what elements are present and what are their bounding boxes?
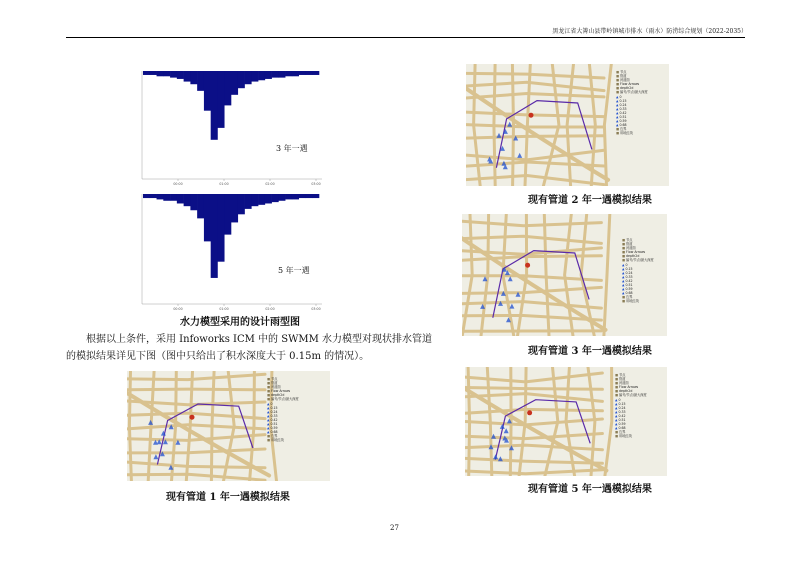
rain-bar-5yr-4 [170, 194, 177, 201]
legend-item [616, 131, 648, 135]
rain-bar-5yr-23 [299, 194, 306, 198]
rain-bar-5yr-8 [197, 194, 204, 218]
legend-label: 0.24 [625, 270, 633, 275]
legend-label: 用地红线 [626, 299, 639, 304]
rain-bar-5yr-14 [238, 194, 245, 214]
triangle-icon: ▲ [622, 262, 626, 267]
x-tick-label: 02:00 [265, 182, 275, 186]
square-icon: ■ [267, 393, 272, 398]
legend-label: 0.51 [625, 283, 633, 288]
rain-bar-3yr-0 [143, 71, 150, 75]
legend-label: 编号/节点/最大深度 [626, 258, 654, 263]
legend-label: 管道 [620, 74, 627, 79]
triangle-icon: ▲ [615, 413, 619, 418]
rain-bar-3yr-3 [163, 71, 170, 76]
legend-label: 编号/节点/最大深度 [271, 397, 299, 402]
rain-bar-3yr-22 [292, 71, 299, 76]
legend-label: 0.15 [619, 98, 627, 103]
square-icon: ■ [616, 127, 621, 132]
map-2yr [466, 64, 669, 186]
legend-label: 边界 [619, 430, 626, 435]
triangle-icon: ▲ [622, 287, 626, 292]
rain-bar-3yr-25 [312, 71, 319, 75]
square-icon: ■ [615, 434, 620, 439]
triangle-icon: ▲ [622, 283, 626, 288]
triangle-icon: ▲ [267, 430, 271, 435]
map-3yr [462, 214, 667, 336]
legend-label: 用地红线 [619, 434, 632, 439]
triangle-icon: ▲ [616, 110, 620, 115]
square-icon: ■ [267, 389, 272, 394]
rain-bar-5yr-1 [150, 194, 157, 198]
caption-map-2yr: 现有管道 2 年一遇模拟结果 [528, 195, 652, 206]
rain-bar-5yr-15 [245, 194, 252, 209]
legend-label: 0.68 [618, 426, 626, 431]
rain-bar-5yr-3 [163, 194, 170, 201]
x-tick-label: 00:00 [173, 307, 183, 311]
x-tick-label: 00:00 [173, 182, 183, 186]
rain-bar-3yr-5 [177, 71, 184, 79]
legend-label: 0.51 [618, 418, 626, 423]
road-network [466, 64, 611, 186]
square-icon: ■ [616, 82, 621, 87]
legend-label: Flow Arrows [626, 250, 646, 255]
x-tick-label: 03:00 [311, 182, 321, 186]
legend-label: 0.68 [625, 291, 633, 296]
square-icon: ■ [267, 434, 272, 439]
legend-label: 0.42 [619, 110, 627, 115]
legend-label: 0.15 [270, 405, 278, 410]
triangle-icon: ▲ [622, 274, 626, 279]
square-icon: ■ [622, 295, 627, 300]
triangle-icon: ▲ [267, 413, 271, 418]
square-icon: ■ [615, 373, 620, 377]
rain-bar-3yr-1 [150, 71, 157, 75]
map-1yr [127, 371, 330, 481]
caption-map-5yr: 现有管道 5 年一遇模拟结果 [528, 484, 652, 495]
rain-bar-5yr-25 [312, 194, 319, 198]
legend-label: 管道 [271, 381, 278, 386]
rain-bar-3yr-11 [217, 71, 224, 128]
square-icon: ■ [622, 238, 627, 242]
triangle-icon: ▲ [622, 291, 626, 296]
chart-label-3yr: 3 年一遇 [276, 144, 308, 153]
square-icon: ■ [622, 254, 627, 259]
legend-label: Flow Arrows [620, 82, 640, 87]
page-header: 黑龙江省大箐山县带岭镇城市排水（雨水）防涝综合规划（2022-2035） [552, 28, 747, 35]
rain-bar-3yr-17 [258, 71, 265, 80]
map-legend-3yr [622, 238, 654, 304]
flood-marker [504, 428, 509, 433]
legend-label: 0.68 [619, 123, 627, 128]
x-tick-label: 01:00 [219, 307, 229, 311]
legend-label: 0.59 [619, 119, 627, 124]
legend-label: 0.68 [270, 430, 278, 435]
triangle-icon: ▲ [267, 426, 271, 431]
legend-label: 0.24 [618, 405, 626, 410]
rain-bar-3yr-15 [245, 71, 252, 84]
legend-label: 0.51 [619, 115, 627, 120]
rain-bar-3yr-2 [157, 71, 164, 76]
legend-label: depth2d [626, 254, 640, 259]
triangle-icon: ▲ [622, 270, 626, 275]
square-icon: ■ [267, 438, 272, 443]
legend-label: 节点 [271, 377, 278, 381]
map-legend-1yr [267, 377, 299, 443]
legend-label: 管道 [619, 377, 626, 382]
rain-bar-3yr-10 [211, 71, 218, 140]
triangle-icon: ▲ [616, 115, 620, 120]
legend-label: 节点 [620, 70, 627, 74]
legend-label: 边界 [626, 295, 633, 300]
paragraph-line-1: 根据以上条件，采用 Infoworks ICM 中的 SWMM 水力模型对现状排水管道 [86, 334, 433, 345]
legend-label: 0.15 [618, 401, 626, 406]
legend-label: 用地红线 [620, 131, 633, 136]
triangle-icon: ▲ [267, 417, 271, 422]
paragraph-line-2: 的模拟结果详见下图（图中只给出了积水深度大于 0.15m 的情况）。 [66, 351, 370, 362]
road-network [127, 371, 277, 481]
x-tick-label: 03:00 [311, 307, 321, 311]
square-icon: ■ [615, 389, 620, 394]
triangle-icon: ▲ [267, 405, 271, 410]
legend-label: 0 [618, 397, 621, 402]
legend-label: 0 [270, 401, 273, 406]
flood-marker [493, 454, 498, 459]
rain-bar-5yr-11 [217, 194, 224, 262]
triangle-icon: ▲ [616, 98, 620, 103]
triangle-icon: ▲ [615, 405, 619, 410]
legend-label: 0 [619, 94, 622, 99]
caption-map-3yr: 现有管道 3 年一遇模拟结果 [528, 346, 652, 357]
bars-3yr [143, 71, 319, 140]
triangle-icon: ▲ [622, 266, 626, 271]
rain-bar-5yr-6 [184, 194, 191, 206]
legend-label: 0.33 [625, 274, 633, 279]
square-icon: ■ [616, 86, 621, 91]
legend-item [267, 438, 299, 442]
rain-bar-3yr-19 [272, 71, 279, 78]
triangle-icon: ▲ [615, 422, 619, 427]
header-rule [66, 37, 745, 38]
legend-item [622, 299, 654, 303]
legend-label: 管道 [626, 242, 633, 247]
legend-label: 0.42 [625, 278, 633, 283]
square-icon: ■ [615, 393, 620, 398]
rain-bar-3yr-21 [285, 71, 292, 76]
triangle-icon: ▲ [267, 409, 271, 414]
legend-label: 0.33 [270, 413, 278, 418]
legend-label: 0.33 [618, 409, 626, 414]
triangle-icon: ▲ [616, 94, 620, 99]
flood-marker [497, 133, 502, 138]
square-icon: ■ [615, 385, 620, 390]
square-icon: ■ [616, 70, 621, 74]
rain-bar-5yr-10 [211, 194, 218, 278]
flood-marker [153, 454, 158, 459]
legend-label: 0 [625, 262, 628, 267]
legend-label: 0.24 [270, 409, 278, 414]
rain-bar-3yr-12 [224, 71, 231, 105]
legend-label: 0.15 [625, 266, 633, 271]
legend-label: 边界 [620, 127, 627, 132]
legend-label: depth2d [620, 86, 634, 91]
legend-label: 节点 [619, 373, 626, 377]
rain-bar-3yr-6 [184, 71, 191, 82]
triangle-icon: ▲ [622, 278, 626, 283]
road-network [465, 367, 612, 476]
rain-bar-5yr-5 [177, 194, 184, 203]
legend-label: 编号/节点/最大深度 [620, 90, 648, 95]
triangle-icon: ▲ [267, 401, 271, 406]
rain-bar-5yr-21 [285, 194, 292, 199]
triangle-icon: ▲ [615, 401, 619, 406]
square-icon: ■ [267, 397, 272, 402]
legend-label: 河道面 [620, 78, 630, 83]
square-icon: ■ [616, 90, 621, 95]
rain-bar-5yr-7 [190, 194, 197, 210]
square-icon: ■ [267, 385, 272, 390]
square-icon: ■ [616, 78, 621, 83]
map-legend-2yr [616, 70, 648, 136]
square-icon: ■ [616, 74, 621, 79]
rain-bar-5yr-20 [278, 194, 285, 201]
legend-label: 节点 [626, 238, 633, 242]
flood-marker [509, 304, 514, 309]
triangle-icon: ▲ [616, 106, 620, 111]
legend-label: depth2d [619, 389, 633, 394]
rain-bar-5yr-19 [272, 194, 279, 202]
page-number: 27 [390, 524, 399, 532]
legend-label: 0.59 [270, 426, 278, 431]
road-network [462, 214, 610, 336]
legend-label: 0.59 [618, 422, 626, 427]
rain-bar-3yr-8 [197, 71, 204, 91]
caption-map-1yr: 现有管道 1 年一遇模拟结果 [166, 492, 290, 503]
legend-label: 编号/节点/最大深度 [619, 393, 647, 398]
map-5yr [465, 367, 667, 476]
triangle-icon: ▲ [616, 123, 620, 128]
rain-bar-5yr-17 [258, 194, 265, 205]
map-legend-5yr [615, 373, 647, 439]
outfall-marker [527, 410, 532, 415]
rain-bar-5yr-2 [157, 194, 164, 199]
rain-bar-3yr-13 [231, 71, 238, 95]
rain-bar-3yr-9 [204, 71, 211, 111]
square-icon: ■ [622, 258, 627, 263]
rain-bar-3yr-7 [190, 71, 197, 84]
legend-label: depth2d [271, 393, 285, 398]
legend-label: 0.59 [625, 287, 633, 292]
rain-bar-5yr-13 [231, 194, 238, 222]
legend-label: 边界 [271, 434, 278, 439]
rain-bar-5yr-16 [251, 194, 258, 206]
rain-bar-3yr-24 [305, 71, 312, 75]
legend-label: Flow Arrows [271, 389, 291, 394]
rain-bar-5yr-0 [143, 194, 150, 198]
flood-marker [507, 122, 512, 127]
x-tick-label: 01:00 [219, 182, 229, 186]
square-icon: ■ [622, 250, 627, 255]
rain-bar-3yr-23 [299, 71, 306, 75]
rain-chart-5yr [130, 188, 327, 312]
outfall-marker [525, 263, 530, 268]
triangle-icon: ▲ [616, 119, 620, 124]
square-icon: ■ [622, 246, 627, 251]
legend-label: 0.51 [270, 422, 278, 427]
chart-svg-5yr [130, 188, 327, 312]
legend-label: Flow Arrows [619, 385, 639, 390]
square-icon: ■ [615, 381, 620, 386]
legend-label: 0.42 [270, 417, 278, 422]
legend-label: 0.42 [618, 413, 626, 418]
legend-label: 0.33 [619, 106, 627, 111]
triangle-icon: ▲ [615, 409, 619, 414]
rain-bar-5yr-12 [224, 194, 231, 235]
outfall-marker [529, 113, 534, 118]
triangle-icon: ▲ [616, 102, 620, 107]
legend-label: 河道面 [619, 381, 629, 386]
rain-bar-3yr-4 [170, 71, 177, 78]
legend-label: 河道面 [626, 246, 636, 251]
legend-label: 用地红线 [271, 438, 284, 443]
square-icon: ■ [615, 377, 620, 382]
rain-bar-5yr-22 [292, 194, 299, 199]
triangle-icon: ▲ [615, 418, 619, 423]
rain-bar-5yr-9 [204, 194, 211, 241]
triangle-icon: ▲ [615, 397, 619, 402]
square-icon: ■ [267, 381, 272, 386]
rain-bar-3yr-16 [251, 71, 258, 82]
map-roads-1yr [127, 371, 330, 481]
rain-bar-5yr-18 [265, 194, 272, 203]
chart-svg-3yr [130, 61, 327, 188]
rain-bar-3yr-14 [238, 71, 245, 88]
rain-chart-3yr [130, 61, 327, 188]
square-icon: ■ [615, 430, 620, 435]
triangle-icon: ▲ [615, 426, 619, 431]
square-icon: ■ [267, 377, 272, 381]
square-icon: ■ [622, 299, 627, 304]
flood-marker [517, 153, 522, 158]
square-icon: ■ [622, 242, 627, 247]
caption-rain-chart: 水力模型采用的设计雨型图 [180, 317, 300, 328]
rain-bar-3yr-20 [278, 71, 285, 78]
chart-label-5yr: 5 年一遇 [278, 266, 310, 275]
legend-label: 0.24 [619, 102, 627, 107]
rain-bar-5yr-24 [305, 194, 312, 198]
square-icon: ■ [616, 131, 621, 136]
triangle-icon: ▲ [267, 422, 271, 427]
legend-item [615, 434, 647, 438]
legend-label: 河道面 [271, 385, 281, 390]
outfall-marker [190, 415, 195, 420]
x-tick-label: 02:00 [265, 307, 275, 311]
rain-bar-3yr-18 [265, 71, 272, 79]
